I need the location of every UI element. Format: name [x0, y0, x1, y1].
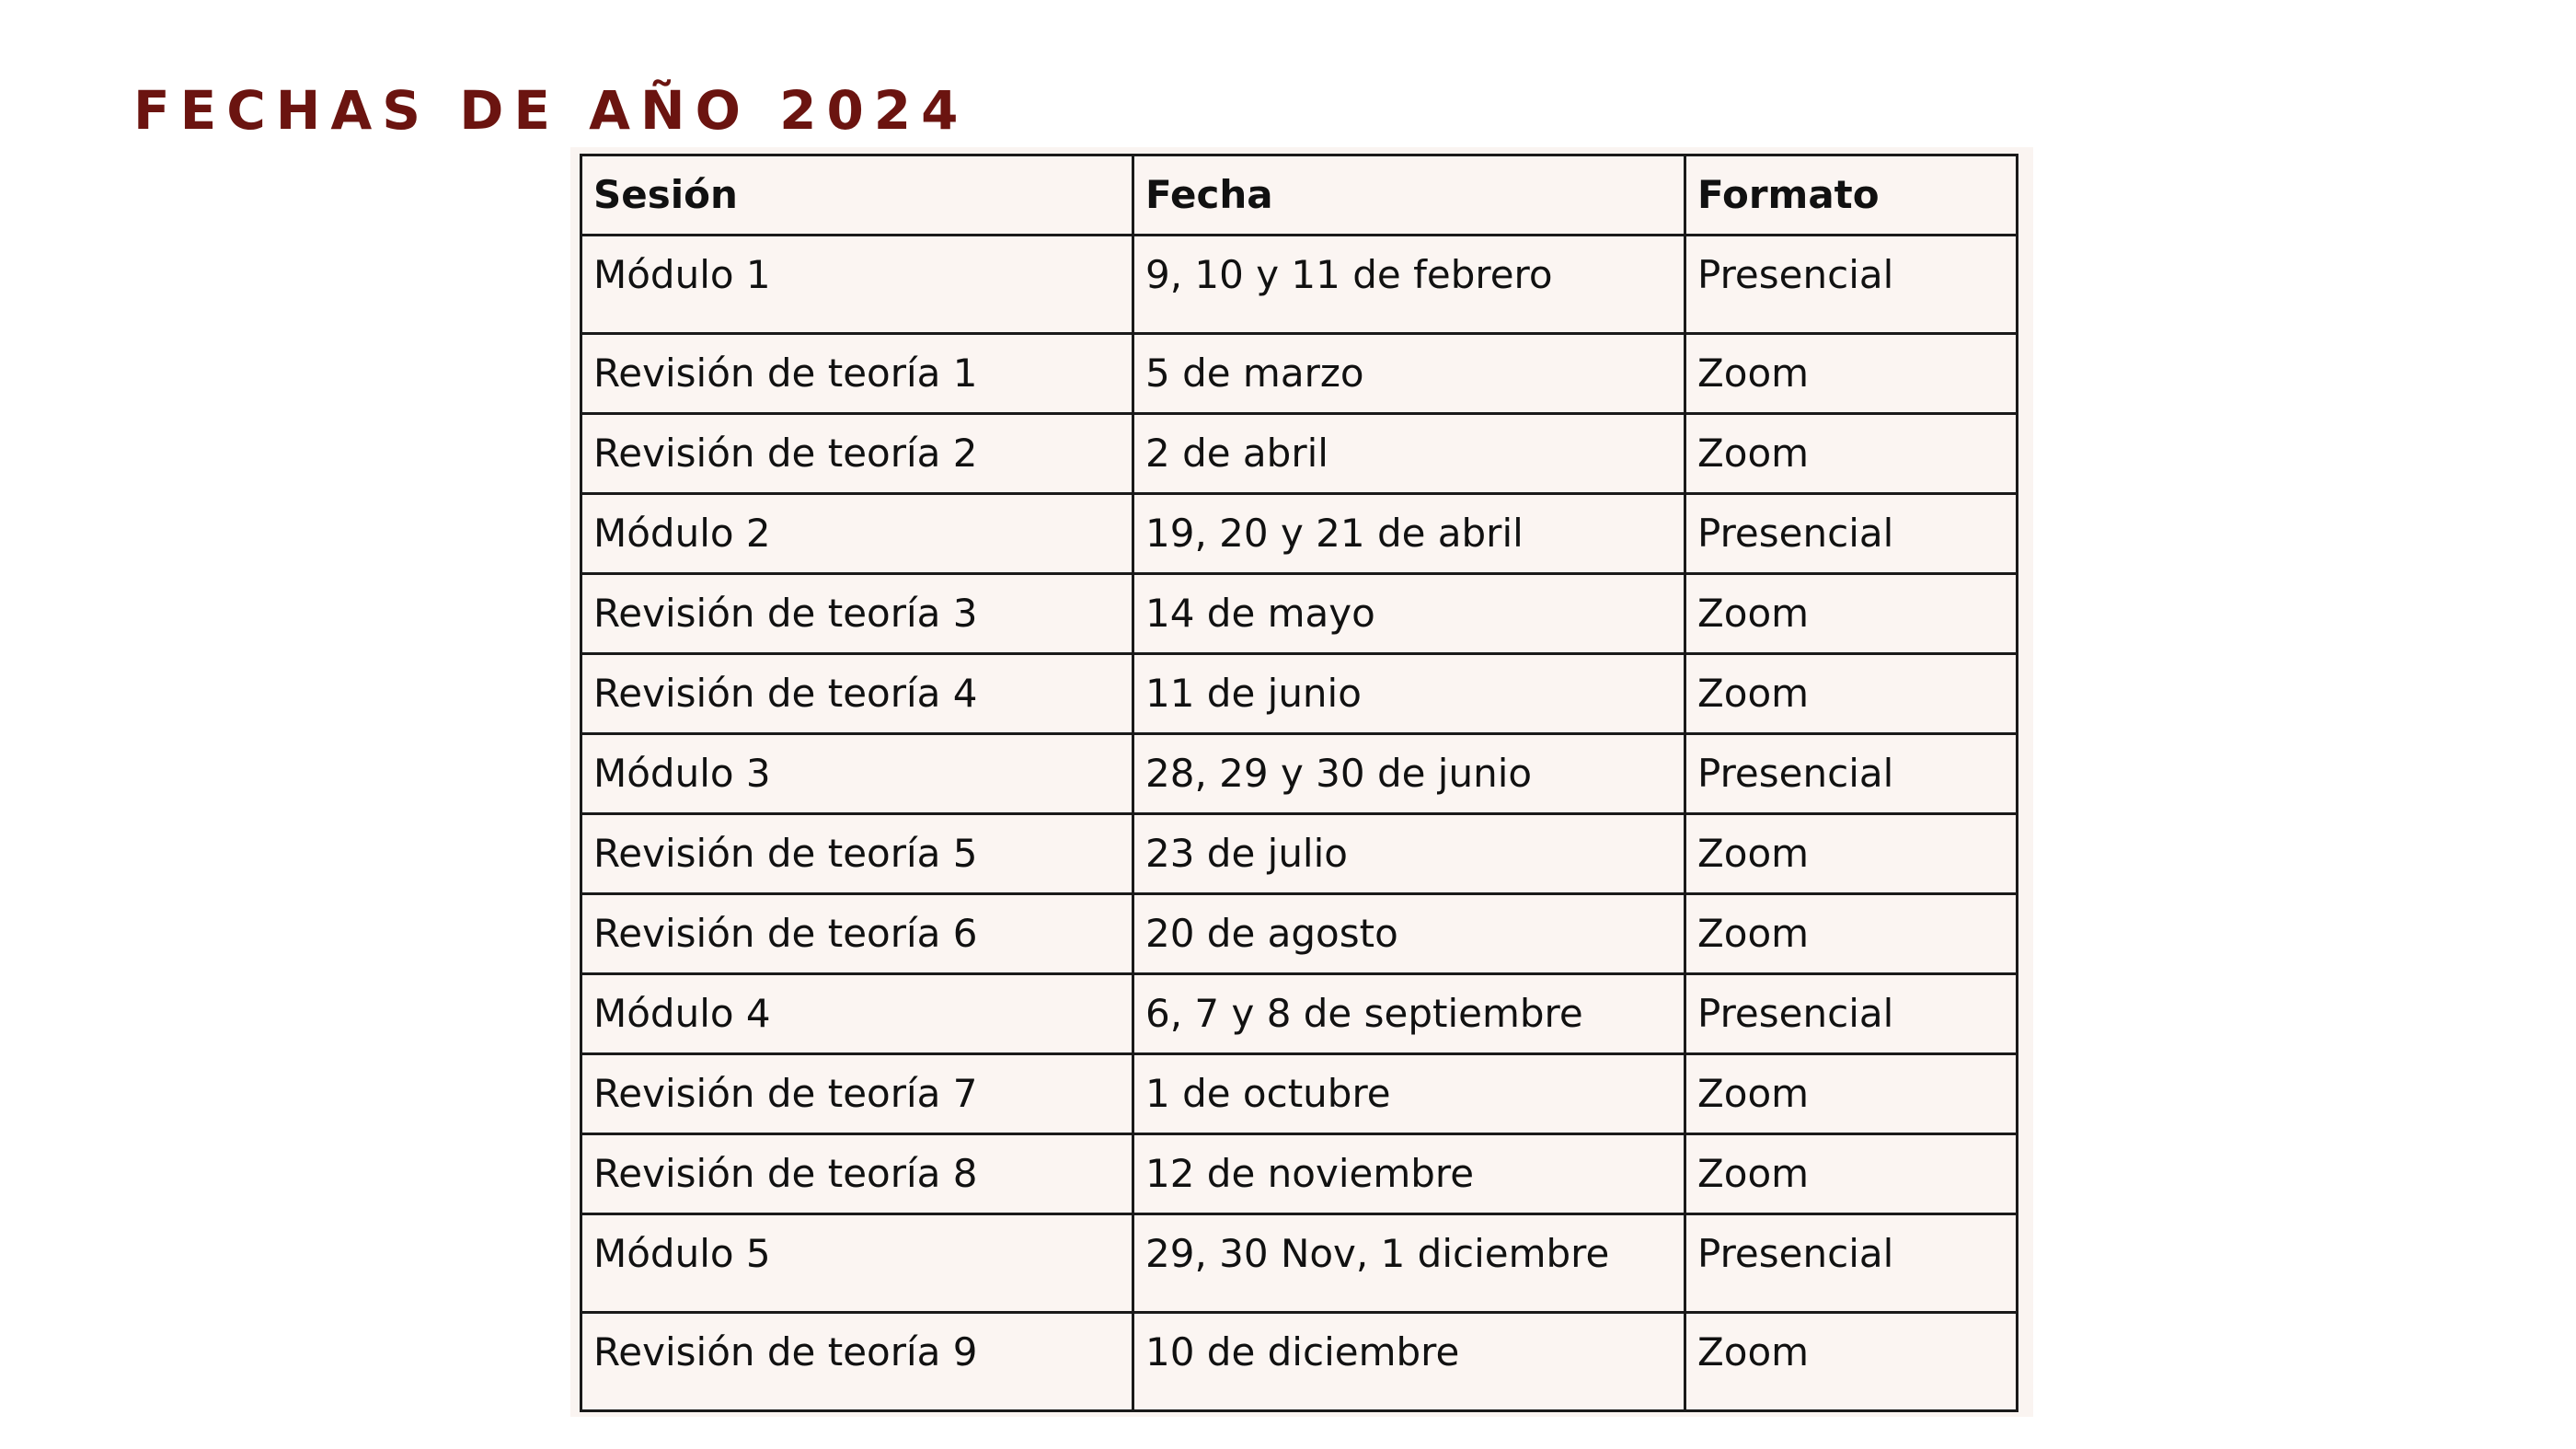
cell-date: 5 de marzo: [1133, 334, 1685, 414]
cell-session: Revisión de teoría 4: [581, 654, 1133, 734]
cell-session: Revisión de teoría 6: [581, 894, 1133, 974]
cell-format: Presencial: [1685, 236, 2018, 334]
cell-session: Revisión de teoría 7: [581, 1054, 1133, 1134]
cell-date: 29, 30 Nov, 1 diciembre: [1133, 1214, 1685, 1313]
cell-date: 12 de noviembre: [1133, 1134, 1685, 1214]
cell-date: 14 de mayo: [1133, 574, 1685, 654]
cell-session: Módulo 1: [581, 236, 1133, 334]
cell-format: Presencial: [1685, 974, 2018, 1054]
cell-session: Módulo 4: [581, 974, 1133, 1054]
cell-session: Módulo 5: [581, 1214, 1133, 1313]
cell-date: 11 de junio: [1133, 654, 1685, 734]
cell-format: Zoom: [1685, 654, 2018, 734]
cell-format: Zoom: [1685, 1134, 2018, 1214]
cell-format: Zoom: [1685, 1313, 2018, 1411]
cell-format: Zoom: [1685, 334, 2018, 414]
table-row: [581, 814, 2018, 894]
cell-format: Zoom: [1685, 414, 2018, 494]
table-row: [581, 236, 2018, 334]
cell-session: Revisión de teoría 3: [581, 574, 1133, 654]
cell-format: Zoom: [1685, 574, 2018, 654]
cell-format: Zoom: [1685, 894, 2018, 974]
cell-date: 6, 7 y 8 de septiembre: [1133, 974, 1685, 1054]
schedule-table-container: [570, 147, 2033, 1417]
cell-date: 23 de julio: [1133, 814, 1685, 894]
header-session: Sesión: [581, 155, 1133, 236]
cell-date: 20 de agosto: [1133, 894, 1685, 974]
cell-session: Módulo 3: [581, 734, 1133, 814]
cell-date: 28, 29 y 30 de junio: [1133, 734, 1685, 814]
table-row: [581, 1054, 2018, 1134]
cell-date: 19, 20 y 21 de abril: [1133, 494, 1685, 574]
cell-session: Revisión de teoría 8: [581, 1134, 1133, 1214]
cell-date: 10 de diciembre: [1133, 1313, 1685, 1411]
cell-date: 2 de abril: [1133, 414, 1685, 494]
cell-session: Módulo 2: [581, 494, 1133, 574]
cell-date: 1 de octubre: [1133, 1054, 1685, 1134]
table-row: [581, 734, 2018, 814]
cell-format: Zoom: [1685, 814, 2018, 894]
table-row: [581, 654, 2018, 734]
table-row: [581, 974, 2018, 1054]
page-title: FECHAS DE AÑO 2024: [133, 79, 969, 142]
cell-session: Revisión de teoría 1: [581, 334, 1133, 414]
table-row: [581, 494, 2018, 574]
table-row: [581, 1214, 2018, 1313]
cell-date: 9, 10 y 11 de febrero: [1133, 236, 1685, 334]
cell-session: Revisión de teoría 2: [581, 414, 1133, 494]
table-row: [581, 1134, 2018, 1214]
header-date: Fecha: [1133, 155, 1685, 236]
cell-format: Presencial: [1685, 494, 2018, 574]
table-row: [581, 334, 2018, 414]
table-row: [581, 894, 2018, 974]
cell-format: Zoom: [1685, 1054, 2018, 1134]
table-row: [581, 414, 2018, 494]
cell-format: Presencial: [1685, 734, 2018, 814]
table-header-row: [581, 155, 2018, 236]
header-format: Formato: [1685, 155, 2018, 236]
table-row: [581, 1313, 2018, 1411]
cell-format: Presencial: [1685, 1214, 2018, 1313]
cell-session: Revisión de teoría 5: [581, 814, 1133, 894]
schedule-table: [580, 154, 2018, 1412]
cell-session: Revisión de teoría 9: [581, 1313, 1133, 1411]
table-row: [581, 574, 2018, 654]
